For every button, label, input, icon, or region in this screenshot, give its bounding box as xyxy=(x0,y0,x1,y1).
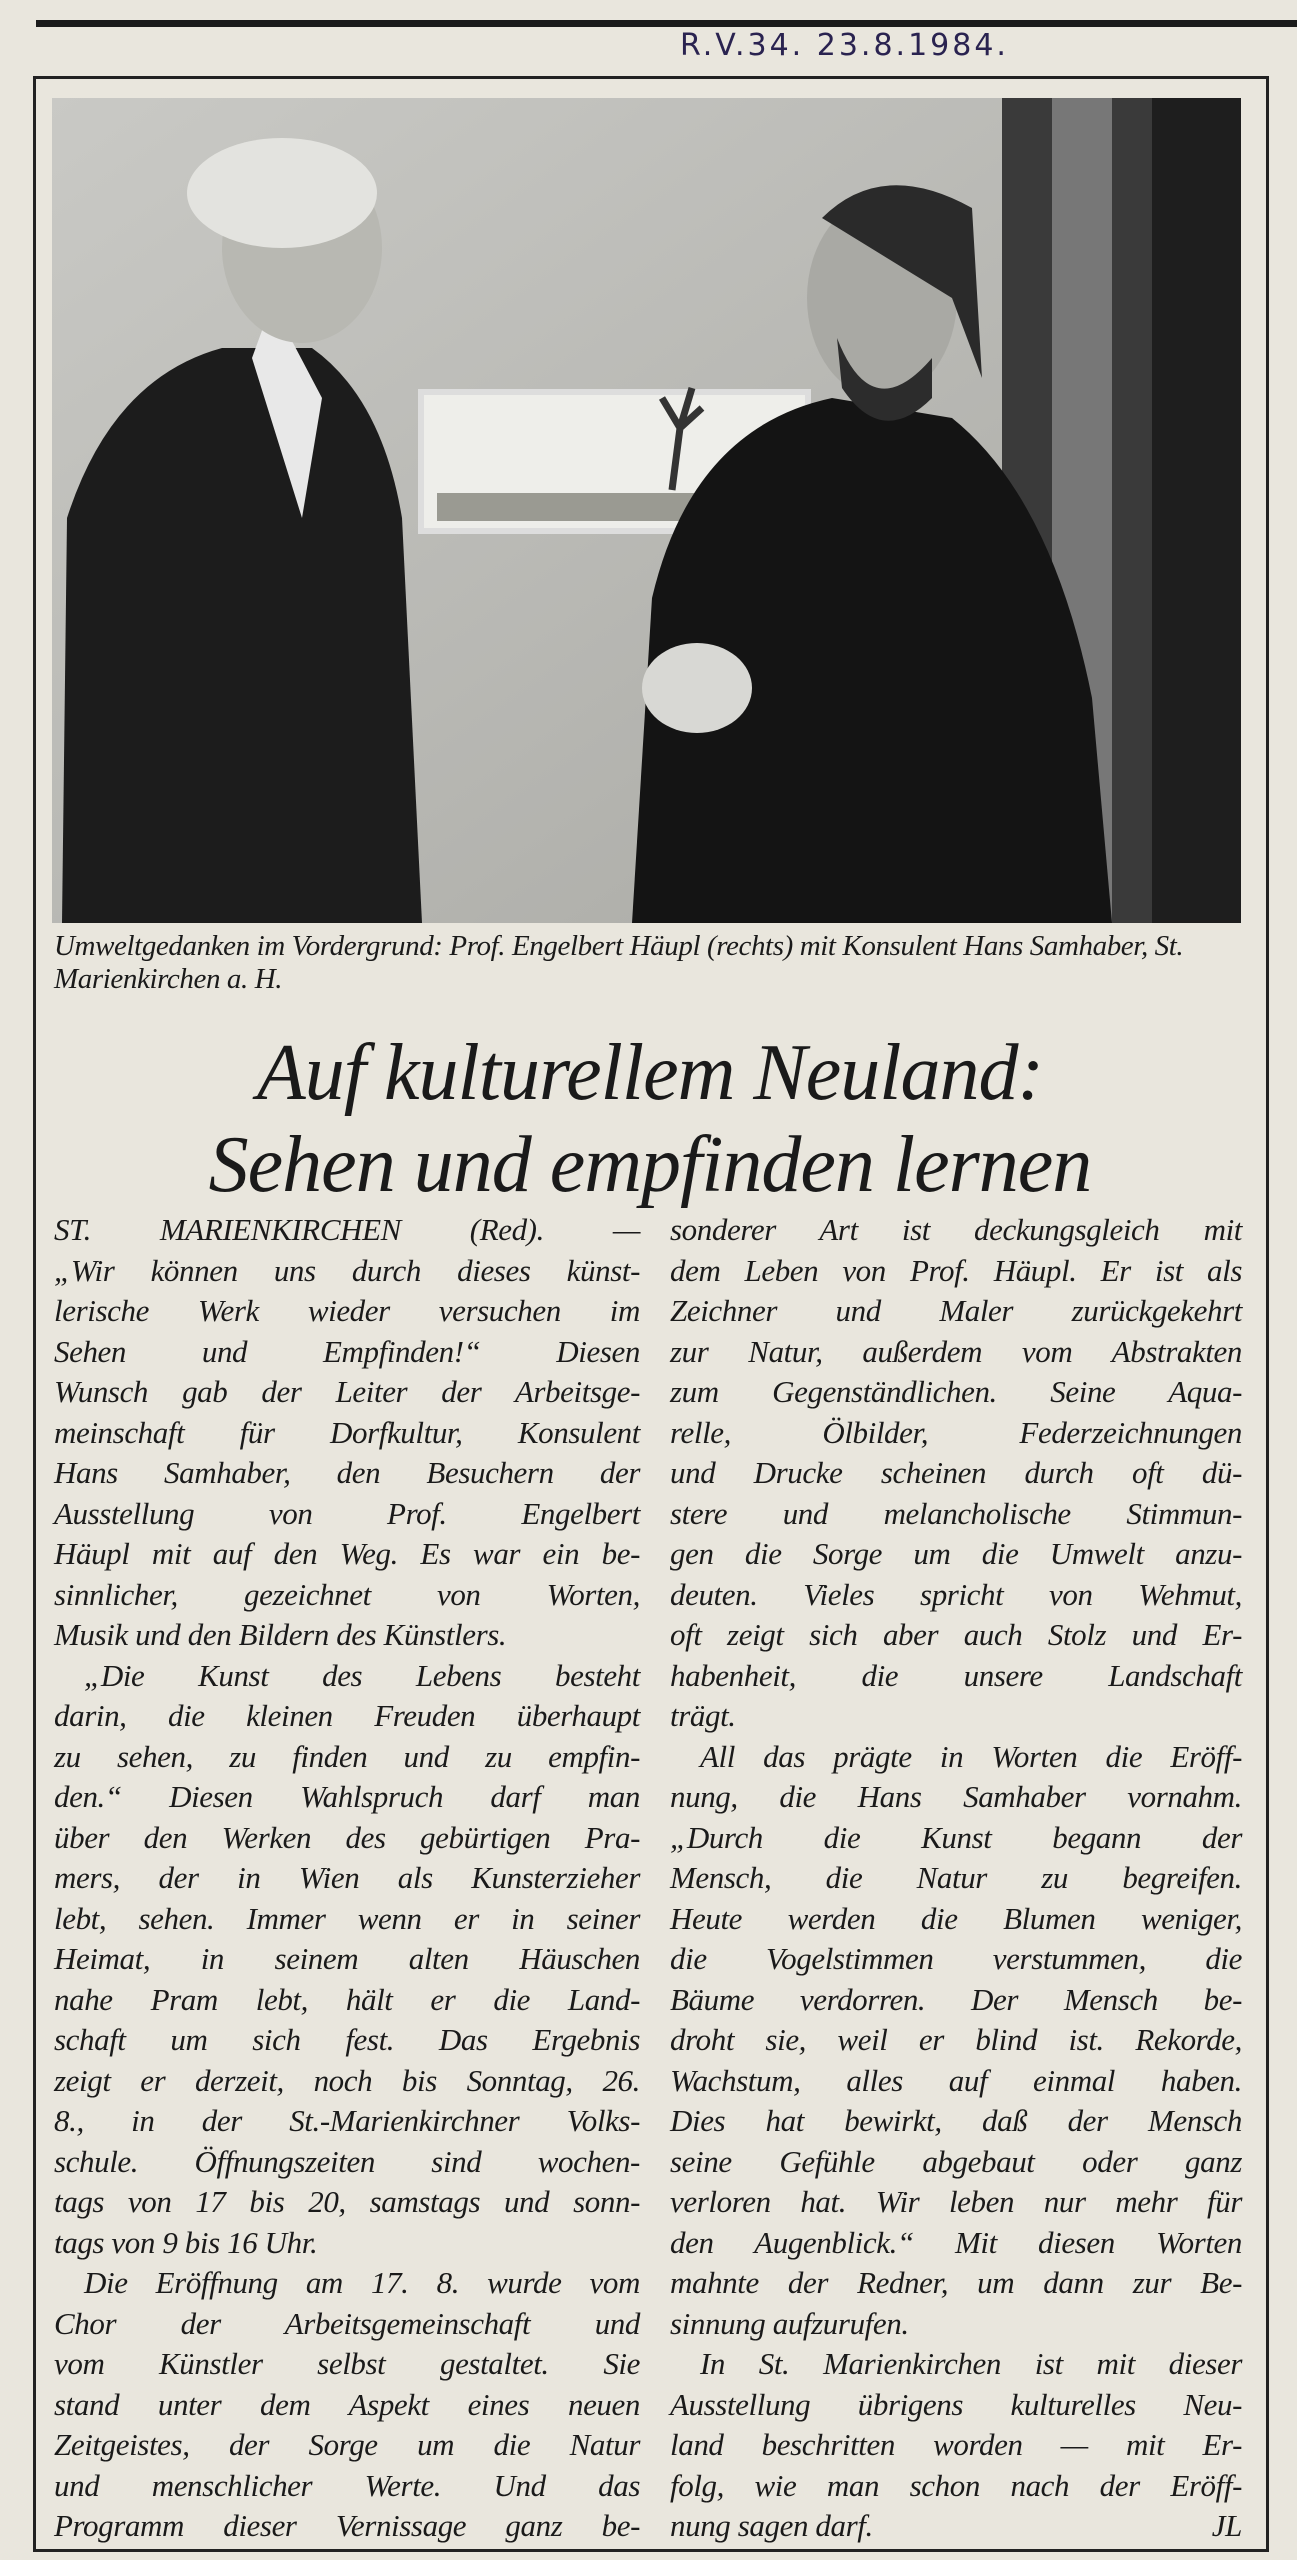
text-line: folg, wie man schon nach der Eröff- xyxy=(670,2467,1242,2503)
text-line: mers, der in Wien als Kunsterzieher xyxy=(54,1860,640,1895)
text-line: Programm dieser Vernissage ganz be- xyxy=(54,2508,640,2543)
text-line: lebt, sehen. Immer wenn er in seiner xyxy=(54,1900,640,1936)
text-line: Hans Samhaber, den Besuchern der xyxy=(54,1455,640,1490)
text-line: „Durch die Kunst begann der xyxy=(670,1819,1242,1855)
text-line: vom Künstler selbst gestaltet. Sie xyxy=(54,2346,640,2381)
text-line: droht sie, weil er blind ist. Rekorde, xyxy=(670,2022,1242,2057)
article-column-left xyxy=(54,1210,640,2547)
text-line: nung sagen darf. xyxy=(670,2508,873,2543)
text-line: und menschlicher Werte. Und das xyxy=(54,2467,640,2503)
text-line: „Die Kunst des Lebens besteht xyxy=(84,1657,640,1693)
text-line: Zeichner und Maler zurückgekehrt xyxy=(670,1293,1242,1328)
text-line: Ausstellung von Prof. Engelbert xyxy=(54,1495,640,1531)
article-paragraph xyxy=(670,1210,1242,1737)
text-line: „Wir können uns durch dieses künst- xyxy=(54,1252,640,1288)
text-line: nahe Pram lebt, hält er die Land- xyxy=(54,1981,640,2017)
headline-line-1: Auf kulturellem Neuland: xyxy=(256,1029,1044,1117)
text-line: tags von 9 bis 16 Uhr. xyxy=(54,2224,318,2260)
text-line: Musik und den Bildern des Künstlers. xyxy=(54,1617,507,1652)
text-line: über den Werken des gebürtigen Pra- xyxy=(54,1819,640,1855)
photo-caption: Umweltgedanken im Vordergrund: Prof. Engelbert Häupl (rechts) mit Konsulent Hans Samhaber, St. Marienkirchen a. H. xyxy=(54,930,1184,995)
text-line: Bäume verdorren. Der Mensch be- xyxy=(670,1981,1242,2017)
text-line: Dies hat bewirkt, daß der Mensch xyxy=(670,2103,1242,2138)
text-line: deuten. Vieles spricht von Wehmut, xyxy=(670,1576,1242,1612)
text-line: sinnung aufzurufen. xyxy=(670,2305,909,2341)
text-line: verloren hat. Wir leben nur mehr für xyxy=(670,2184,1242,2219)
article-photo xyxy=(52,98,1241,923)
text-line: oft zeigt sich aber auch Stolz und Er- xyxy=(670,1617,1242,1652)
text-line: tags von 17 bis 20, samstags und sonn- xyxy=(54,2184,640,2219)
article-paragraph xyxy=(670,1737,1242,2345)
article-paragraph xyxy=(670,2344,1242,2547)
text-line: zum Gegenständlichen. Seine Aqua- xyxy=(670,1374,1242,1409)
text-line: zur Natur, außerdem vom Abstrakten xyxy=(670,1333,1242,1369)
top-rule xyxy=(36,20,1297,27)
text-line: habenheit, die unsere Landschaft xyxy=(670,1657,1242,1693)
text-line: Mensch, die Natur zu begreifen. xyxy=(670,1860,1242,1895)
text-line: zu sehen, zu finden und zu empfin- xyxy=(54,1738,640,1774)
text-line: die Vogelstimmen verstummen, die xyxy=(670,1941,1242,1976)
text-line: darin, die kleinen Freuden überhaupt xyxy=(54,1698,640,1733)
text-line: den Augenblick.“ Mit diesen Worten xyxy=(670,2224,1242,2260)
text-line: Ausstellung übrigens kulturelles Neu- xyxy=(670,2386,1242,2422)
text-line: Wachstum, alles auf einmal haben. xyxy=(670,2062,1242,2098)
text-line: und Drucke scheinen durch oft dü- xyxy=(670,1455,1242,1490)
text-line: dem Leben von Prof. Häupl. Er ist als xyxy=(670,1252,1242,1288)
article-paragraph xyxy=(54,1210,640,1656)
text-line: sonderer Art ist deckungsgleich mit xyxy=(670,1212,1242,1247)
text-line: gen die Sorge um die Umwelt anzu- xyxy=(670,1536,1242,1571)
text-line: Wunsch gab der Leiter der Arbeitsge- xyxy=(54,1374,640,1409)
text-line: In St. Marienkirchen ist mit dieser xyxy=(700,2346,1242,2381)
text-line: trägt. xyxy=(670,1698,736,1733)
text-line: stand unter dem Aspekt eines neuen xyxy=(54,2386,640,2422)
text-line: All das prägte in Worten die Eröff- xyxy=(700,1738,1242,1774)
article-paragraph xyxy=(54,1656,640,2264)
text-line: Chor der Arbeitsgemeinschaft und xyxy=(54,2305,640,2341)
text-line: Häupl mit auf den Weg. Es war ein be- xyxy=(54,1536,640,1571)
text-line: ST. MARIENKIRCHEN (Red). — xyxy=(54,1212,640,1247)
headline-line-2: Sehen und empfinden lernen xyxy=(208,1121,1092,1209)
text-line: zeigt er derzeit, noch bis Sonntag, 26. xyxy=(54,2062,640,2098)
text-line: Sehen und Empfinden!“ Diesen xyxy=(54,1333,640,1369)
article-paragraph xyxy=(54,2263,640,2547)
text-line: 8., in der St.-Marienkirchner Volks- xyxy=(54,2103,640,2138)
text-line: Zeitgeistes, der Sorge um die Natur xyxy=(54,2427,640,2462)
handwritten-archive-note: R.V.34. 23.8.1984. xyxy=(680,28,1009,63)
text-line: nung, die Hans Samhaber vornahm. xyxy=(670,1779,1242,1814)
text-line: lerische Werk wieder versuchen im xyxy=(54,1293,640,1328)
text-line: stere und melancholische Stimmun- xyxy=(670,1495,1242,1531)
author-signature: JL xyxy=(1211,2508,1242,2543)
text-line: Heimat, in seinem alten Häuschen xyxy=(54,1941,640,1976)
text-line: land beschritten worden — mit Er- xyxy=(670,2427,1242,2462)
text-line: den.“ Diesen Wahlspruch darf man xyxy=(54,1779,640,1814)
text-line: mahnte der Redner, um dann zur Be- xyxy=(670,2265,1242,2300)
text-line: relle, Ölbilder, Federzeichnungen xyxy=(670,1414,1242,1450)
text-line: sinnlicher, gezeichnet von Worten, xyxy=(54,1576,640,1612)
text-line: schule. Öffnungszeiten sind wochen- xyxy=(54,2143,640,2179)
text-line: Die Eröffnung am 17. 8. wurde vom xyxy=(84,2265,640,2300)
text-line: meinschaft für Dorfkultur, Konsulent xyxy=(54,1414,640,1450)
article-column-right xyxy=(670,1210,1242,2547)
text-line: schaft um sich fest. Das Ergebnis xyxy=(54,2022,640,2057)
text-line: seine Gefühle abgebaut oder ganz xyxy=(670,2143,1242,2179)
text-line: Heute werden die Blumen weniger, xyxy=(670,1900,1242,1936)
